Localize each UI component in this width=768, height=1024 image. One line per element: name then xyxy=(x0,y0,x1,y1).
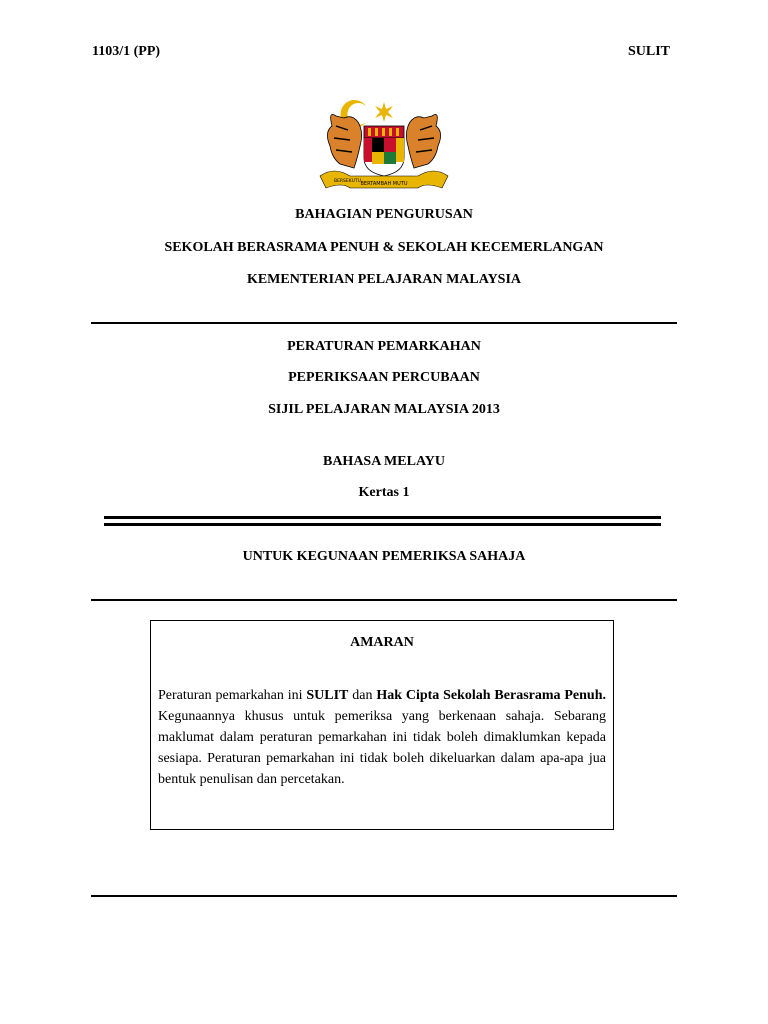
warning-body xyxy=(158,685,606,790)
divider-line xyxy=(91,322,677,324)
warning-box xyxy=(150,620,614,830)
paper-title: Kertas 1 xyxy=(358,485,410,500)
double-divider-line xyxy=(104,516,661,526)
classification-label: SULIT xyxy=(628,44,671,59)
warning-bold-copyright: Hak Cipta Sekolah Berasrama Penuh. xyxy=(376,688,606,703)
trial-exam-title: PEPERIKSAAN PERCUBAAN xyxy=(288,370,480,385)
ministry-title: KEMENTERIAN PELAJARAN MALAYSIA xyxy=(246,272,522,287)
subject-title: BAHASA MELAYU xyxy=(322,454,445,469)
warning-text-1: Peraturan pemarkahan ini xyxy=(158,688,307,703)
marking-scheme-title: PERATURAN PEMARKAHAN xyxy=(287,339,481,354)
document-code: 1103/1 (PP) xyxy=(92,44,161,59)
schools-title: SEKOLAH BERASRAMA PENUH & SEKOLAH KECEMERLANGAN xyxy=(164,240,604,255)
certificate-title: SIJIL PELAJARAN MALAYSIA 2013 xyxy=(268,402,500,417)
warning-bold-sulit: SULIT xyxy=(306,688,349,703)
motto-center: BERTAMBAH MUTU xyxy=(360,181,408,187)
warning-text-2: dan xyxy=(348,688,377,703)
usage-note: UNTUK KEGUNAAN PEMERIKSA SAHAJA xyxy=(242,549,526,564)
warning-text-3: Kegunaannya khusus untuk pemeriksa yang berkenaan sahaja. Sebarang maklumat dalam peraturan pemarkahan ini tidak boleh dimaklumkan kepada sesiapa. Peraturan pemarkahan ini tidak boleh dikeluarkan dalam apa-apa jua bentuk penulisan dan percetakan. xyxy=(158,709,606,787)
malaysia-coat-of-arms-icon xyxy=(314,96,454,192)
division-title: BAHAGIAN PENGURUSAN xyxy=(295,207,473,222)
warning-title: AMARAN xyxy=(350,635,414,650)
divider-line xyxy=(91,599,677,601)
motto-left: BERSEKUTU xyxy=(334,179,361,184)
divider-line xyxy=(91,895,677,897)
